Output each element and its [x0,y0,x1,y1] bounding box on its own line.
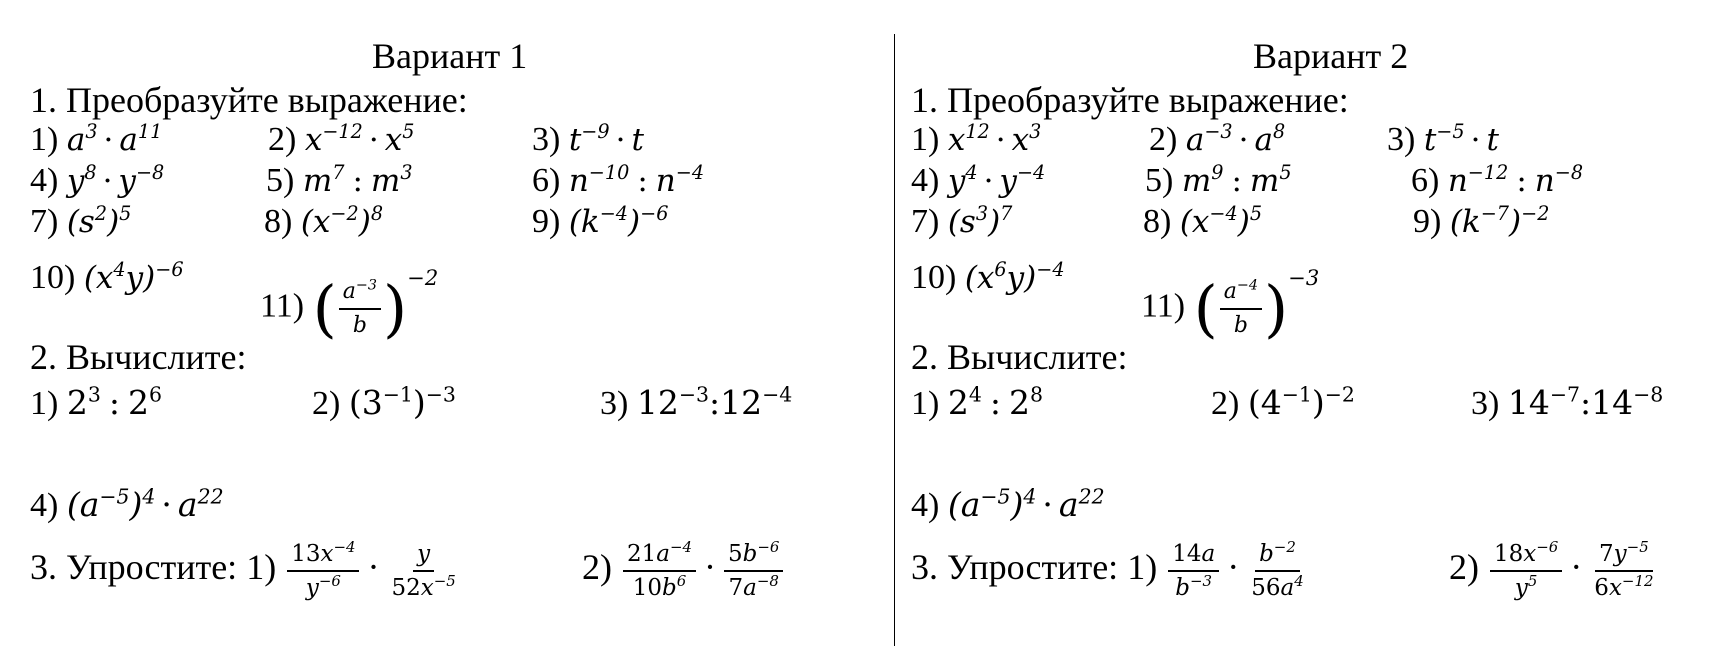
v2-task1-item4: 4) $y^4 \cdot y^{-4}$ [911,161,1046,199]
v2-task2-item1: 1) $2^4$ : $2^8$ [911,382,1043,422]
variant-1-task1-heading: 1. Преобразуйте выражение: [30,80,468,120]
v2-task1-item8: 8) $(x^{-4})^5$ [1143,202,1263,240]
variant-2-column [911,0,1727,646]
variant-1-column [30,0,890,646]
v1-task1-item8: 8) $(x^{-2})^8$ [264,202,384,240]
v2-task2-item2: 2) $(4^{-1})^{-2}$ [1211,382,1355,422]
v1-task2-item2: 2) $(3^{-1})^{-3}$ [312,382,456,422]
v1-task2-item1: 1) $2^3$ : $2^6$ [30,382,162,422]
v2-task1-item1: 1) $x^{12} \cdot x^3$ [911,120,1042,158]
variant-1-task2-heading: 2. Вычислите: [30,337,247,377]
v2-task2-item4: 4) $(a^{-5})^4 \cdot a^{22}$ [911,484,1105,524]
v1-task1-item6: 6) $n^{-10}$ : $n^{-4}$ [532,161,705,199]
v1-task1-item4: 4) $y^8 \cdot y^{-8}$ [30,161,165,199]
v1-task1-item10: 10) $(x^4y)^{-6}$ [30,258,184,296]
v2-task1-item10: 10) $(x^6y)^{-4}$ [911,258,1065,296]
v1-task3: 3. Упростите: 1) $\frac{13x^{-4}}{y^{-6}}$ · $\frac{y}{52x^{-5}}$ [30,537,456,601]
v1-task1-item3: 3) $t^{-9} \cdot t$ [532,120,644,158]
v1-task1-item11: 11) ( $\frac{a^{-3}}{b}$ )$^{-2}$ [260,265,439,345]
variant-2-task2-heading: 2. Вычислите: [911,337,1128,377]
v2-task2-item3: 3) $14^{-7}:14^{-8}$ [1471,382,1664,422]
column-divider [894,34,895,646]
v2-task1-item7: 7) $(s^3)^7$ [911,202,1013,240]
v2-task1-item11: 11) ( $\frac{a^{-4}}{b}$ )$^{-3}$ [1141,265,1320,345]
v2-task1-item3: 3) $t^{-5} \cdot t$ [1387,120,1499,158]
v1-task1-item9: 9) $(k^{-4})^{-6}$ [532,202,669,240]
v2-task3-item2: 2) $\frac{18x^{-6}}{y^5}$ · $\frac{7y^{-5}}{6x^{-12}}$ [1449,537,1654,601]
variant-2-title: Вариант 2 [1253,36,1409,76]
v1-task1-item2: 2) $x^{-12} \cdot x^5$ [268,120,415,158]
v2-task1-item2: 2) $a^{-3} \cdot a^8$ [1149,120,1286,158]
v2-task1-item9: 9) $(k^{-7})^{-2}$ [1413,202,1550,240]
v1-task1-item5: 5) $m^7$ : $m^3$ [266,161,413,199]
v1-task2-item4: 4) $(a^{-5})^4 \cdot a^{22}$ [30,484,224,524]
variant-2-task1-heading: 1. Преобразуйте выражение: [911,80,1349,120]
v1-task1-item7: 7) $(s^2)^5$ [30,202,132,240]
v2-task1-item6: 6) $n^{-12}$ : $n^{-8}$ [1411,161,1584,199]
v2-task1-item5: 5) $m^9$ : $m^5$ [1145,161,1292,199]
v2-task3: 3. Упростите: 1) $\frac{14a}{b^{-3}}$ · $\frac{b^{-2}}{56a^4}$ [911,537,1304,601]
v1-task1-item1: 1) $a^3 \cdot a^{11}$ [30,120,163,158]
v1-task3-item2: 2) $\frac{21a^{-4}}{10b^6}$ · $\frac{5b^{-6}}{7a^{-8}}$ [582,537,785,602]
v1-task2-item3: 3) $12^{-3}:12^{-4}$ [600,382,793,422]
variant-1-title: Вариант 1 [372,36,528,76]
